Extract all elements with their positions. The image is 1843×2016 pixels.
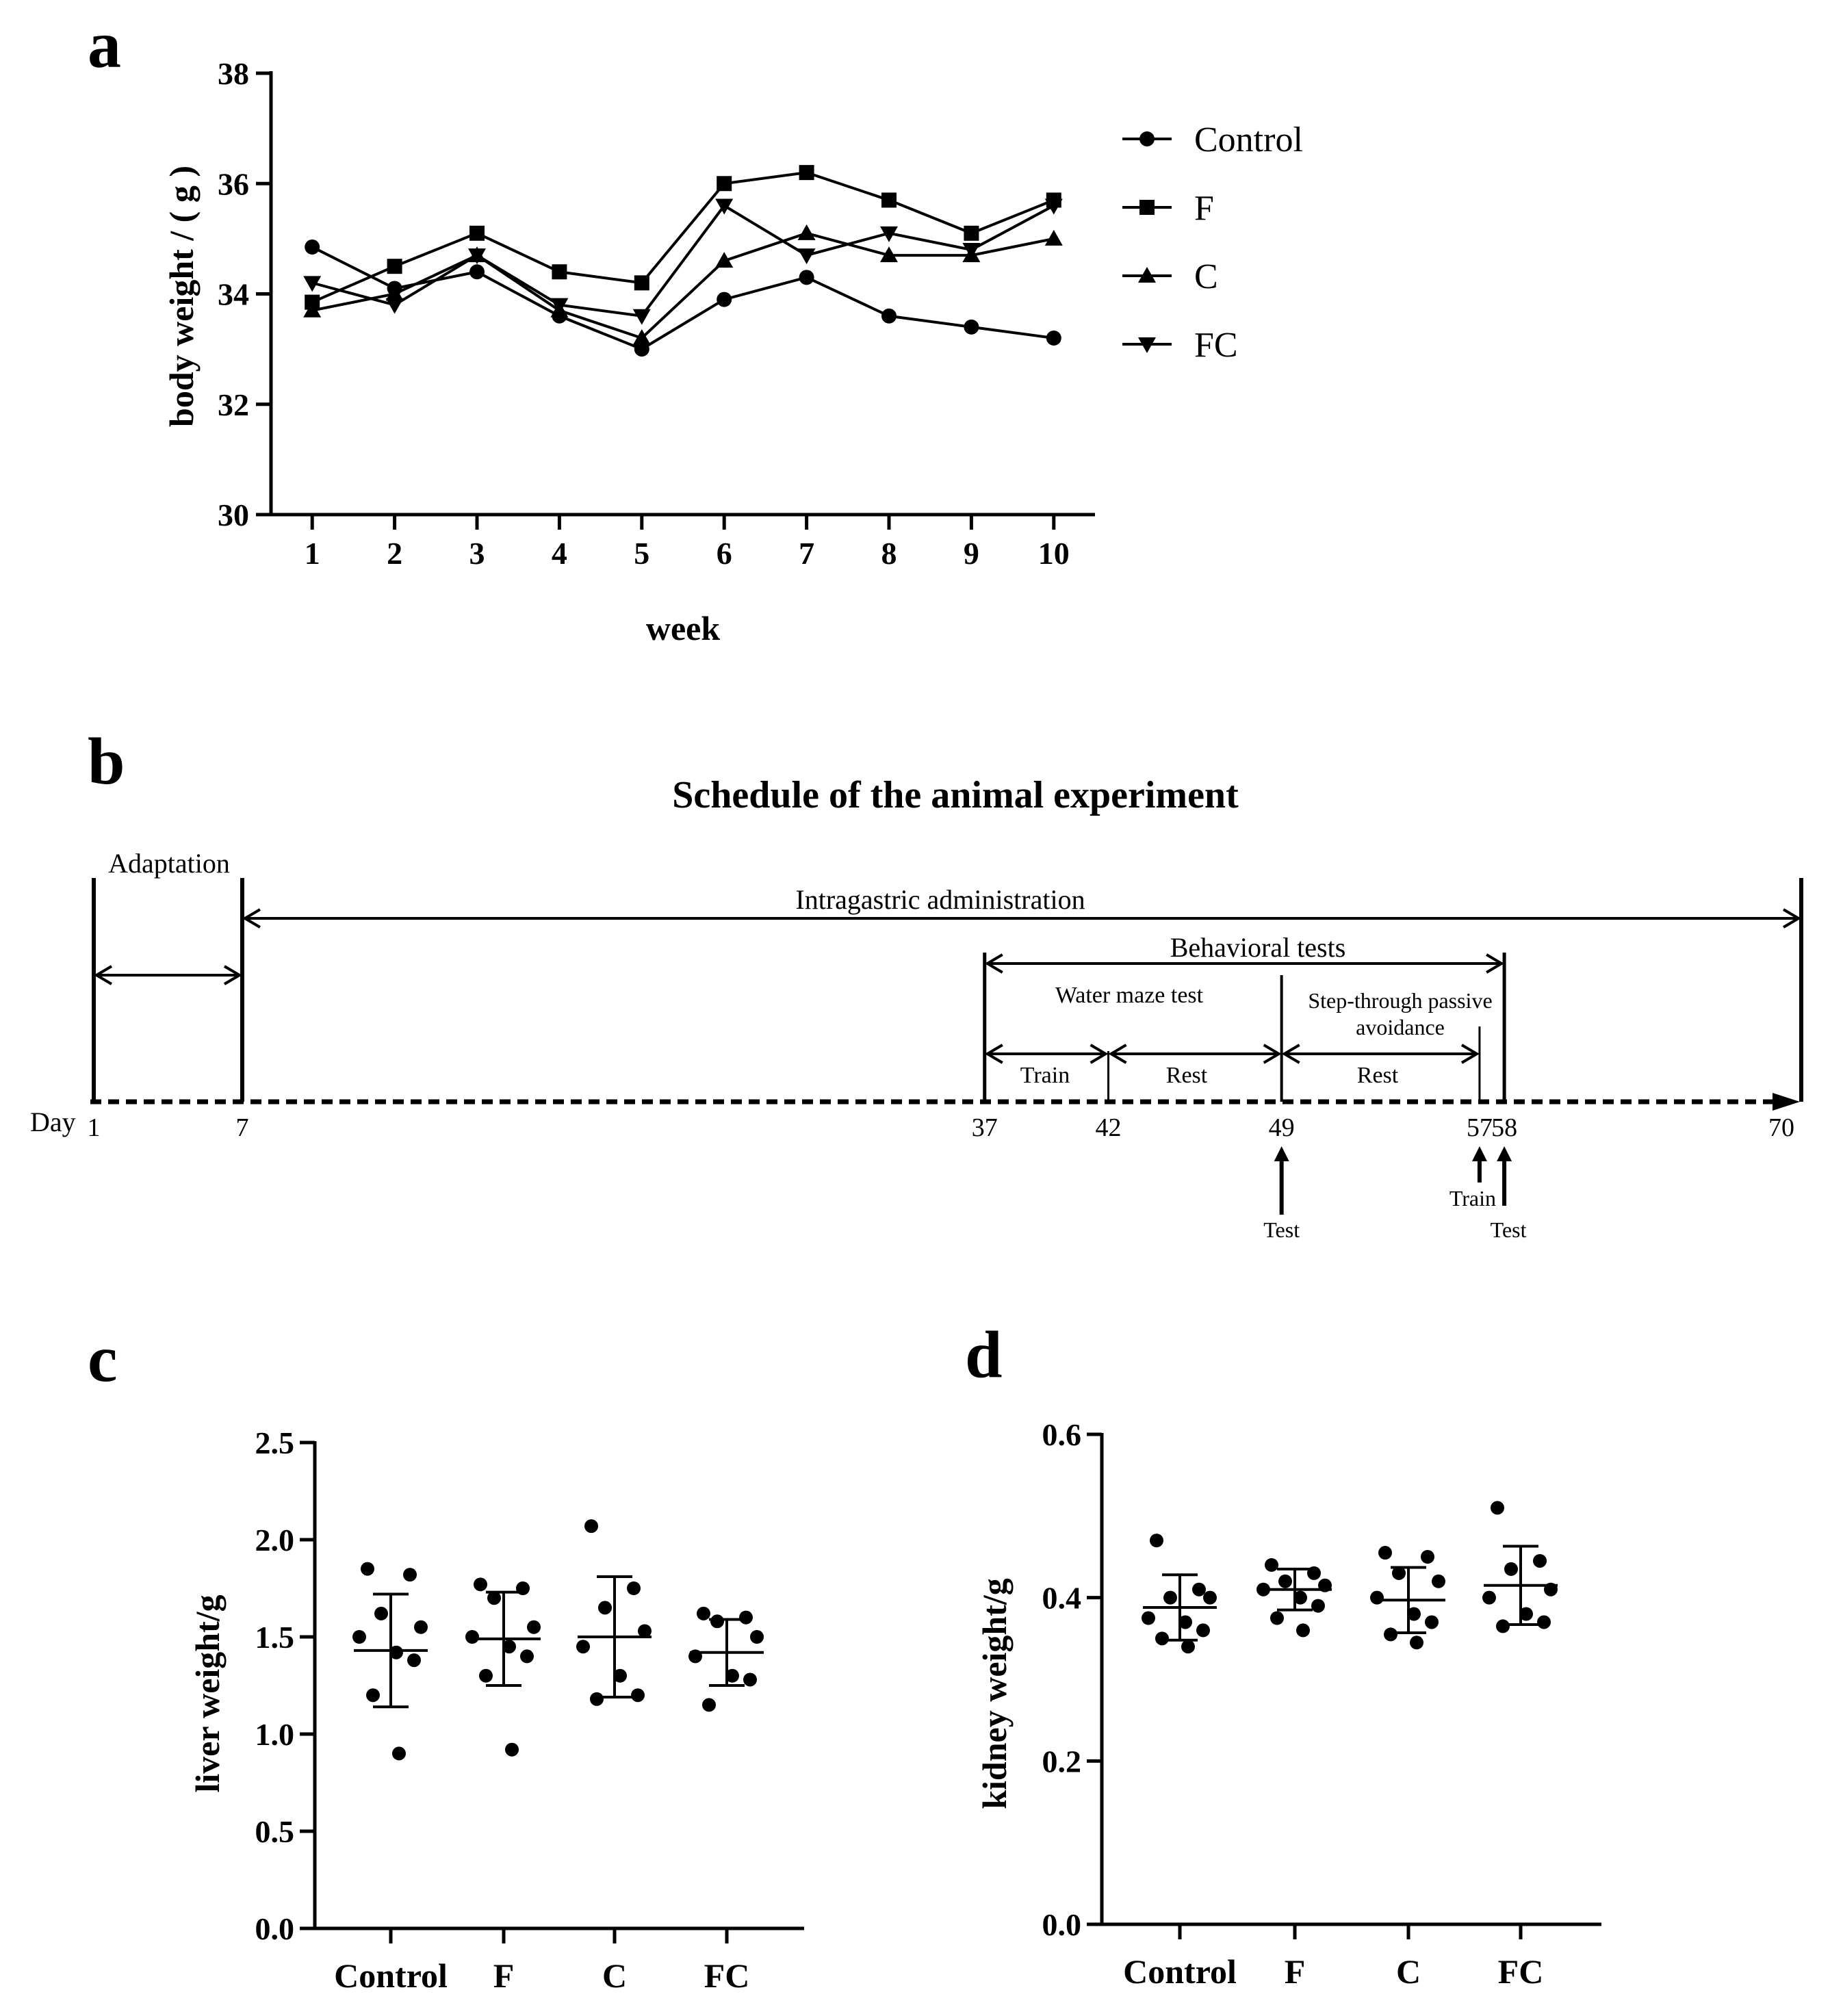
- experiment-timeline: [30, 774, 1801, 1242]
- legend-marker-f: [1139, 200, 1155, 215]
- chart-d-data-point: [1482, 1591, 1496, 1605]
- phase-label-train: Train: [1020, 1063, 1070, 1088]
- chart-d-data-point: [1142, 1612, 1155, 1625]
- legend-marker-control: [1139, 131, 1155, 146]
- timeline-day-label: 7: [235, 1113, 249, 1142]
- chart-c-y-tick-label: 2.5: [255, 1425, 294, 1460]
- data-point-c: [798, 224, 816, 240]
- chart-c-data-point: [407, 1653, 421, 1667]
- phase-label-rest-1: Rest: [1165, 1063, 1208, 1088]
- chart-c-data-point: [474, 1577, 487, 1591]
- body-weight-line-chart: [162, 56, 1303, 647]
- data-point-fc: [798, 248, 816, 264]
- test-arrow-day-58-head: [1497, 1146, 1512, 1161]
- panel-label-a: a: [88, 8, 121, 82]
- chart-a-y-tick-label: 30: [218, 497, 249, 532]
- chart-a-y-tick-label: 36: [218, 166, 249, 202]
- data-point-f: [881, 192, 897, 207]
- chart-d-data-point: [1192, 1583, 1206, 1597]
- data-point-f: [717, 176, 732, 191]
- chart-c-data-point: [631, 1688, 645, 1702]
- chart-a-xlabel: week: [645, 609, 721, 647]
- chart-c-data-point: [403, 1568, 417, 1581]
- chart-a-x-tick-label: 2: [387, 536, 403, 571]
- chart-c-data-point: [743, 1672, 757, 1686]
- chart-c-ylabel: liver weight/g: [188, 1594, 227, 1793]
- chart-c-data-point: [465, 1630, 479, 1644]
- event-label-test-58: Test: [1490, 1217, 1527, 1242]
- data-point-f: [387, 259, 402, 274]
- data-point-f: [469, 226, 485, 241]
- timeline-day-label: 58: [1491, 1113, 1518, 1142]
- chart-c-data-point: [627, 1581, 641, 1595]
- chart-c-data-point: [361, 1562, 374, 1576]
- chart-a-x-tick-label: 10: [1038, 536, 1070, 571]
- data-point-f: [799, 165, 814, 180]
- chart-d-data-point: [1181, 1640, 1195, 1653]
- timeline-title: Schedule of the animal experiment: [672, 774, 1239, 816]
- chart-d-data-point: [1537, 1615, 1551, 1629]
- data-point-f: [634, 275, 649, 290]
- chart-a-ylabel: body weight / ( g ): [162, 166, 201, 427]
- phase-label-water-maze: Water maze test: [1055, 983, 1204, 1008]
- chart-c-data-point: [710, 1614, 724, 1628]
- chart-a-x-tick-label: 1: [304, 536, 320, 571]
- chart-c-data-point: [697, 1607, 710, 1620]
- chart-c-data-point: [590, 1692, 604, 1706]
- chart-a-x-tick-label: 7: [799, 536, 815, 571]
- chart-c-x-tick-label: F: [493, 1956, 515, 1995]
- chart-c-data-point: [739, 1611, 753, 1625]
- chart-d-x-tick-label: F: [1284, 1952, 1306, 1991]
- liver-weight-scatter-chart: [188, 1425, 804, 1995]
- chart-c-y-tick-label: 0.0: [255, 1911, 294, 1946]
- chart-d-data-point: [1311, 1599, 1325, 1613]
- chart-d-y-tick-label: 0.6: [1042, 1417, 1081, 1452]
- event-label-test-49: Test: [1263, 1217, 1300, 1242]
- chart-c-data-point: [527, 1620, 541, 1634]
- chart-d-data-point: [1265, 1558, 1278, 1572]
- chart-c-y-tick-label: 1.5: [255, 1620, 294, 1655]
- chart-d-data-point: [1384, 1627, 1397, 1641]
- chart-c-y-tick-label: 1.0: [255, 1717, 294, 1752]
- legend-label-fc: FC: [1194, 326, 1238, 365]
- chart-d-data-point: [1421, 1550, 1434, 1564]
- chart-c-data-point: [750, 1630, 764, 1644]
- data-point-fc: [386, 298, 404, 314]
- chart-c-data-point: [702, 1698, 716, 1711]
- data-point-f: [552, 264, 567, 279]
- chart-c-x-tick-label: Control: [334, 1956, 448, 1995]
- chart-c-data-point: [366, 1688, 380, 1702]
- timeline-day-label: 57: [1466, 1113, 1493, 1142]
- chart-d-data-point: [1425, 1615, 1439, 1629]
- chart-c-data-point: [352, 1630, 366, 1644]
- chart-a-y-tick-label: 32: [218, 387, 249, 422]
- phase-label-adaptation: Adaptation: [108, 848, 230, 879]
- phase-label-intragastric: Intragastric administration: [795, 884, 1085, 915]
- data-point-c: [1045, 230, 1063, 246]
- chart-a-y-tick-label: 34: [218, 276, 249, 312]
- chart-c-y-tick-label: 0.5: [255, 1814, 294, 1849]
- chart-d-y-tick-label: 0.0: [1042, 1907, 1081, 1942]
- chart-c-data-point: [584, 1519, 598, 1533]
- chart-d-ylabel: kidney weight/g: [975, 1578, 1014, 1809]
- chart-c-data-point: [479, 1669, 493, 1683]
- chart-a-y-tick-label: 38: [218, 56, 249, 91]
- test-arrow-day-49-head: [1274, 1146, 1289, 1161]
- chart-d-data-point: [1203, 1591, 1217, 1605]
- chart-c-data-point: [414, 1620, 428, 1634]
- timeline-day-label: 49: [1268, 1113, 1295, 1142]
- chart-a-x-tick-label: 9: [963, 536, 979, 571]
- legend-label-c: C: [1194, 257, 1218, 296]
- phase-label-avoidance: avoidance: [1356, 1015, 1445, 1039]
- chart-a-x-tick-label: 4: [551, 536, 567, 571]
- data-point-control: [881, 309, 897, 324]
- data-point-control: [964, 320, 979, 335]
- data-point-control: [1046, 331, 1061, 346]
- chart-d-x-tick-label: C: [1395, 1952, 1421, 1991]
- chart-c-data-point: [520, 1649, 534, 1663]
- chart-d-data-point: [1278, 1575, 1292, 1588]
- chart-c-data-point: [392, 1746, 406, 1760]
- timeline-axis-label: Day: [30, 1107, 76, 1137]
- chart-d-x-tick-label: FC: [1497, 1952, 1544, 1991]
- timeline-day-label: 70: [1768, 1113, 1794, 1142]
- chart-d-y-tick-label: 0.4: [1042, 1580, 1081, 1616]
- chart-d-data-point: [1370, 1591, 1384, 1605]
- chart-d-data-point: [1163, 1591, 1177, 1605]
- chart-c-x-tick-label: C: [602, 1956, 628, 1995]
- chart-c-x-tick-label: FC: [704, 1956, 750, 1995]
- chart-d-data-point: [1410, 1636, 1423, 1649]
- chart-c-data-point: [598, 1601, 612, 1614]
- chart-d-data-point: [1432, 1575, 1445, 1588]
- chart-a-x-tick-label: 6: [716, 536, 732, 571]
- data-point-control: [305, 240, 320, 255]
- data-point-control: [469, 264, 485, 279]
- legend-label-f: F: [1194, 189, 1214, 228]
- chart-a-x-tick-label: 8: [881, 536, 897, 571]
- chart-a-x-tick-label: 5: [634, 536, 650, 571]
- kidney-weight-scatter-chart: [975, 1417, 1601, 1991]
- panel-label-c: c: [88, 1322, 118, 1396]
- timeline-day-label: 42: [1095, 1113, 1122, 1142]
- chart-d-data-point: [1296, 1623, 1310, 1637]
- data-point-control: [799, 270, 814, 285]
- timeline-axis-arrowhead: [1773, 1093, 1800, 1111]
- chart-d-data-point: [1270, 1612, 1284, 1625]
- chart-d-data-point: [1533, 1554, 1547, 1568]
- data-point-fc: [633, 309, 651, 325]
- phase-label-rest-2: Rest: [1356, 1063, 1399, 1088]
- legend-label-control: Control: [1194, 120, 1303, 159]
- chart-d-data-point: [1155, 1631, 1169, 1645]
- timeline-day-label: 1: [87, 1113, 101, 1142]
- data-point-control: [717, 292, 732, 307]
- train-arrow-day-57-head: [1472, 1146, 1487, 1161]
- chart-c-y-tick-label: 2.0: [255, 1523, 294, 1558]
- chart-a-x-tick-label: 3: [469, 536, 485, 571]
- panel-label-b: b: [88, 725, 125, 799]
- chart-d-x-tick-label: Control: [1123, 1952, 1237, 1991]
- phase-label-step-through: Step-through passive: [1308, 988, 1493, 1013]
- chart-c-data-point: [505, 1743, 519, 1757]
- chart-d-data-point: [1496, 1619, 1510, 1633]
- phase-label-behavioral: Behavioral tests: [1170, 932, 1346, 963]
- panel-label-d: d: [965, 1318, 1003, 1392]
- chart-d-data-point: [1196, 1623, 1210, 1637]
- chart-c-data-point: [576, 1640, 590, 1653]
- chart-d-data-point: [1504, 1562, 1518, 1576]
- timeline-day-label: 37: [971, 1113, 998, 1142]
- chart-c-data-point: [374, 1607, 388, 1620]
- chart-d-data-point: [1491, 1501, 1504, 1514]
- chart-d-y-tick-label: 0.2: [1042, 1744, 1081, 1779]
- event-label-train-57: Train: [1449, 1186, 1497, 1211]
- data-point-f: [964, 226, 979, 241]
- chart-d-data-point: [1378, 1546, 1392, 1560]
- chart-d-data-point: [1150, 1534, 1163, 1547]
